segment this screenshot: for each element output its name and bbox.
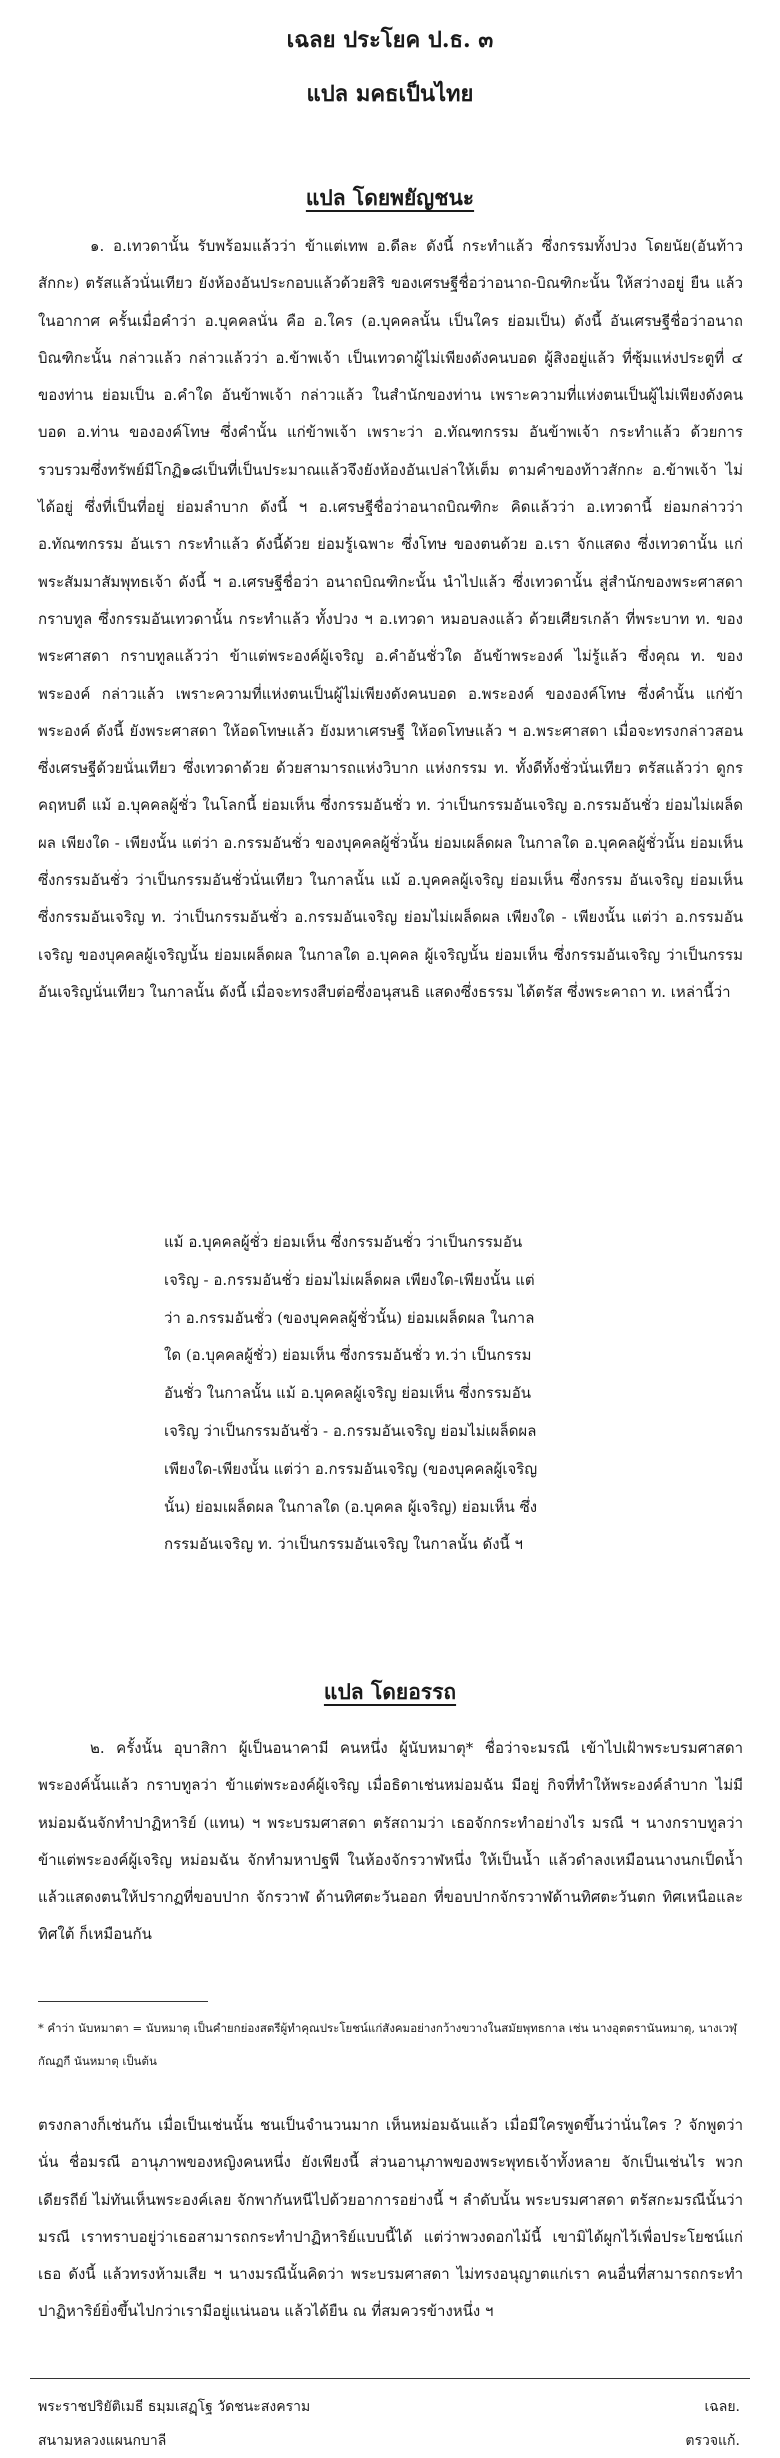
footer-divider [30,2378,750,2379]
continuation-paragraph: ตรงกลางก็เช่นกัน เมื่อเป็นเช่นนั้น ชนเป็นจำนวนมาก เห็นหม่อมฉันแล้ว เมื่อมีใครพูดขึ้นว่านั่นใคร ? จักพูดว่า นั่น ชื่อมรณี อานุภาพของหญิงคนหนึ่ง ยังเพียงนี้ ส่วนอานุภาพของพระพุทธเจ้าทั้งหลาย จักเป็นเช่นไร พวกเดียรถีย์ ไม่ทันเห็นพระองค์เลย จักพากันหนีไปด้วยอาการอย่างนี้ ฯ ลำดับนั้น พระบรมศาสดา ตรัสกะมรณีนั้นว่า มรณี เราทราบอยู่ว่าเธอสามารถกระทำปาฏิหาริย์แบบนี้ได้ แต่ว่าพวงดอกไม้นี้ เขามิได้ผูกไว้เพื่อประโยชน์แก่เธอ ดังนี้ แล้วทรงห้ามเสีย ฯ นางมรณีนั้นคิดว่า พระบรมศาสดา ไม่ทรงอนุญาตแก่เรา คนอื่นที่สามารถกระทำปาฏิหาริย์ยิ่งขึ้นไปกว่าเรามีอยู่แน่นอน แล้วได้ยืน ณ ที่สมควรข้างหนึ่ง ฯ [38,2116,743,2321]
footer-answer-label: เฉลย. [704,2399,740,2415]
document-subtitle: แปล มคธเป็นไทย [306,81,474,107]
section-heading-meaning-text: แปล โดยอรรถ [323,1679,457,1704]
footnote-divider [38,2001,208,2002]
document-title: เฉลย ประโยค ป.ธ. ๓ [286,27,494,53]
section-heading-literal [0,182,780,215]
footer-exam-board: สนามหลวงแผนกบาลี [38,2433,167,2449]
section-heading-literal-text: แปล โดยพยัญชนะ [305,185,475,210]
footer-reviewed-label: ตรวจแก้. [685,2433,740,2449]
section-heading-meaning [0,1676,780,1709]
footnote-text: * คำว่า นับหมาตา = นับหมาตุ เป็นคำยกย่องสตรีผู้ทำคุณประโยชน์แก่สังคมอย่างกว้างขวางในสมัยพุทธกาล เช่น นางอุตตรานันหมาตุ, นางเวฬุกัณฏกี นันหมาตุ เป็นต้น [38,2021,737,2068]
meaning-translation-paragraph: ๒. ครั้งนั้น อุบาสิกา ผู้เป็นอนาคามี คนหนึ่ง ผู้นับหมาตุ* ชื่อว่าจะมรณี เข้าไปเฝ้าพระบรมศาสดาพระองค์นั้นแล้ว กราบทูลว่า ข้าแต่พระองค์ผู้เจริญ เมื่อธิดาเช่นหม่อมฉัน มีอยู่ กิจที่ทำให้พระองค์ลำบาก ไม่มี หม่อมฉันจักทำปาฏิหาริย์ (แทน) ฯ พระบรมศาสดา ตรัสถามว่า เธอจักกระทำอย่างไร มรณี ฯ นางกราบทูลว่า ข้าแต่พระองค์ผู้เจริญ หม่อมฉัน จักทำมหาปฐพี ในห้องจักรวาฬหนึ่ง ให้เป็นน้ำ แล้วดำลงเหมือนนางนกเป็ดน้ำแล้วแสดงตนให้ปรากฏที่ขอบปาก จักรวาฬ ด้านทิศตะวันออก ที่ขอบปากจักรวาฬด้านทิศตะวันตก ทิศเหนือและทิศใต้ ก็เหมือนกัน [38,1739,743,1944]
literal-translation-paragraph: ๑. อ.เทวดานั้น รับพร้อมแล้วว่า ข้าแต่เทพ อ.ดีละ ดังนี้ กระทำแล้ว ซึ่งกรรมทั้งปวง โดยนัย(อันท้าวสักกะ) ตรัสแล้วนั่นเทียว ยังห้องอันประกอบแล้วด้วยสิริ ของเศรษฐีชื่อว่าอนาถ-บิณฑิกะนั้น ให้สว่างอยู่ ยืน แล้ว ในอากาศ ครั้นเมื่อคำว่า อ.บุคคลนั่น คือ อ.ใคร (อ.บุคคลนั้น เป็นใคร ย่อมเป็น) ดังนี้ อันเศรษฐีชื่อว่าอนาถบิณฑิกะนั้น กล่าวแล้ว กล่าวแล้วว่า อ.ข้าพเจ้า เป็นเทวดาผู้ไม่เพียงดังคนบอด ผู้สิงอยู่แล้ว ที่ซุ้มแห่งประตูที่ ๔ ของท่าน ย่อมเป็น อ.คำใด อันข้าพเจ้า กล่าวแล้ว ในสำนักของท่าน เพราะความที่แห่งตนเป็นผู้ไม่เพียงดังคนบอด อ.ท่าน ขององค์โทษ ซึ่งคำนั้น แก่ข้าพเจ้า เพราะว่า อ.ทัณฑกรรม อันข้าพเจ้า กระทำแล้ว ด้วยการรวบรวมซึ่งทรัพย์มีโกฏิ๑๘เป็นที่เป็นประมาณแล้วจึงยังห้องอันเปล่าให้เต็ม ตามคำของท้าวสักกะ อ.ข้าพเจ้า ไม่ได้อยู่ ซึ่งที่เป็นที่อยู่ ย่อมลำบาก ดังนี้ ฯ อ.เศรษฐีชื่อว่าอนาถบิณฑิกะ คิดแล้วว่า อ.เทวดานี้ ย่อมกล่าวว่า อ.ทัณฑกรรม อันเรา กระทำแล้ว ดังนี้ด้วย ย่อมรู้เฉพาะ ซึ่งโทษ ของตนด้วย อ.เรา จักแสดง ซึ่งเทวดานั้น แก่พระสัมมาสัมพุทธเจ้า ดังนี้ ฯ อ.เศรษฐีชื่อว่า อนาถบิณฑิกะนั้น นำไปแล้ว ซึ่งเทวดานั้น สู่สำนักของพระศาสดา กราบทูล ซึ่งกรรมอันเทวดานั้น กระทำแล้ว ทั้งปวง ฯ อ.เทวดา หมอบลงแล้ว ด้วยเศียรเกล้า ที่พระบาท ท. ของพระศาสดา กราบทูลแล้วว่า ข้าแต่พระองค์ผู้เจริญ อ.คำอันชั่วใด อันข้าพระองค์ ไม่รู้แล้ว ซึ่งคุณ ท. ของพระองค์ กล่าวแล้ว เพราะความที่แห่งตนเป็นผู้ไม่เพียงดังคนบอด อ.พระองค์ ขององค์โทษ ซึ่งคำนั้น แก่ข้าพระองค์ ดังนี้ ยังพระศาสดา ให้อดโทษแล้ว ยังมหาเศรษฐี ให้อดโทษแล้ว ฯ อ.พระศาสดา เมื่อจะทรงกล่าวสอน ซึ่งเศรษฐีด้วยนั่นเทียว ซึ่งเทวดาด้วย ด้วยสามารถแห่งวิบาก แห่งกรรม ท. ทั้งดีทั้งชั่วนั่นเทียว ตรัสแล้วว่า ดูกรคฤหบดี แม้ อ.บุคคลผู้ชั่ว ในโลกนี้ ย่อมเห็น ซึ่งกรรมอันชั่ว ท. ว่าเป็นกรรมอันเจริญ อ.กรรมอันชั่ว ย่อมไม่เผล็ดผล เพียงใด - เพียงนั้น แต่ว่า อ.กรรมอันชั่ว ของบุคคลผู้ชั่วนั้น ย่อมเผล็ดผล ในกาลใด อ.บุคคลผู้ชั่วนั้น ย่อมเห็น ซึ่งกรรมอันชั่ว ว่าเป็นกรรมอันชั่วนั่นเทียว ในกาลนั้น แม้ อ.บุคคลผู้เจริญ ย่อมเห็น ซึ่งกรรม อันเจริญ ย่อมเห็น ซึ่งกรรมอันเจริญ ท. ว่าเป็นกรรมอันชั่ว อ.กรรมอันเจริญ ย่อมไม่เผล็ดผล เพียงใด - เพียงนั้น แต่ว่า อ.กรรมอันเจริญ ของบุคคลผู้เจริญนั้น ย่อมเผล็ดผล ในกาลใด อ.บุคคล ผู้เจริญนั้น ย่อมเห็น ซึ่งกรรมอันเจริญ ว่าเป็นกรรมอันเจริญนั่นเทียว ในกาลนั้น ดังนี้ เมื่อจะทรงสืบต่อซึ่งอนุสนธิ แสดงซึ่งธรรม ได้ตรัส ซึ่งพระคาถา ท. เหล่านี้ว่า [38,237,743,1001]
verse-block: แม้ อ.บุคคลผู้ชั่ว ย่อมเห็น ซึ่งกรรมอันชั่ว ว่าเป็นกรรมอัน เจริญ - อ.กรรมอันชั่ว ย่อมไม่เผล็ดผล เพียงใด-เพียงนั้น แต่ว่า อ.กรรมอันชั่ว (ของบุคคลผู้ชั่วนั้น) ย่อมเผล็ดผล ในกาลใด (อ.บุคคลผู้ชั่ว) ย่อมเห็น ซึ่งกรรมอันชั่ว ท.ว่า เป็นกรรมอันชั่ว ในกาลนั้น แม้ อ.บุคคลผู้เจริญ ย่อมเห็น ซึ่งกรรมอันเจริญ ว่าเป็นกรรมอันชั่ว - อ.กรรมอันเจริญ ย่อมไม่เผล็ดผล เพียงใด-เพียงนั้น แต่ว่า อ.กรรมอันเจริญ (ของบุคคลผู้เจริญนั้น) ย่อมเผล็ดผล ในกาลใด (อ.บุคคล ผู้เจริญ) ย่อมเห็น ซึ่งกรรมอันเจริญ ท. ว่าเป็นกรรมอันเจริญ ในกาลนั้น ดังนี้ ฯ [164,1233,538,1554]
footer-author: พระราชปริยัติเมธี ธมฺมเสฏฺโฐ วัดชนะสงคราม [38,2399,311,2415]
